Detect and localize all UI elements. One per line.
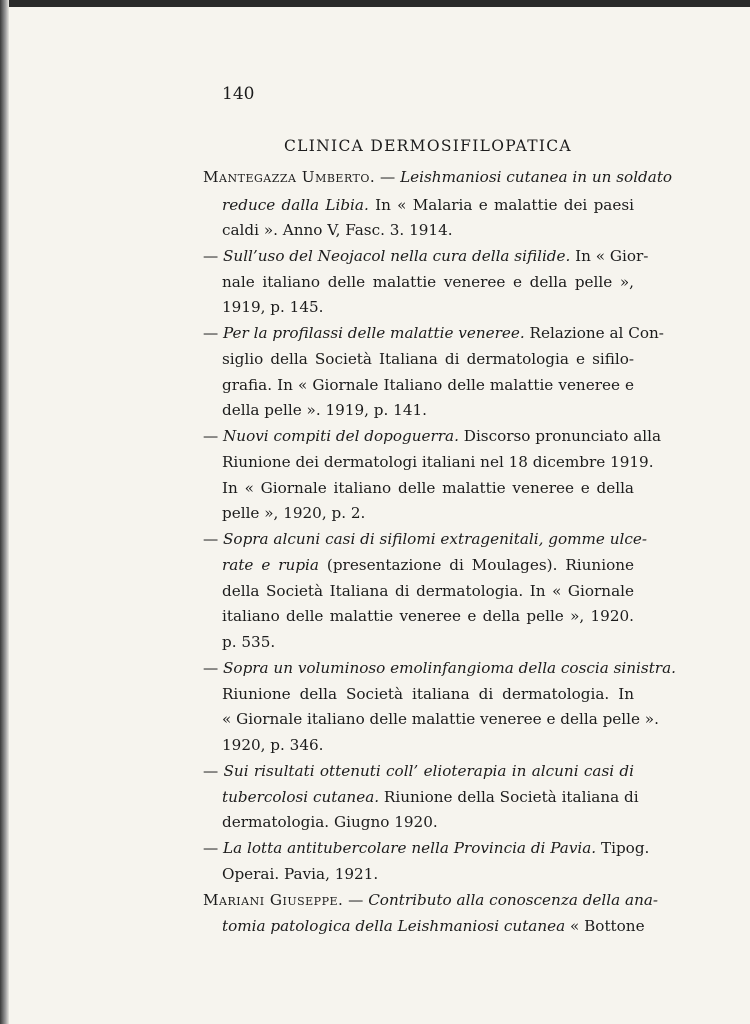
- line-segment: —: [343, 891, 369, 909]
- line-segment: In « Malaria e malattie dei paesi: [368, 196, 635, 214]
- text-line: [222, 478, 634, 498]
- work-title: rate e rupia: [222, 556, 319, 574]
- text-line: [222, 709, 659, 729]
- text-line: [222, 735, 324, 755]
- line-segment: nale italiano delle malattie veneree e della pelle »,: [222, 273, 634, 291]
- text-line: [222, 684, 634, 704]
- line-segment: Discorso pronunciato alla: [458, 427, 662, 445]
- line-segment: della Società Italiana di dermatologia. In « Giornale: [222, 582, 634, 600]
- text-line: [203, 838, 649, 858]
- work-title: Nuovi compiti del dopoguerra.: [223, 427, 459, 445]
- line-segment: —: [203, 427, 224, 445]
- page-top-rule: [0, 0, 750, 7]
- work-title: Contributo alla conoscenza della ana-: [368, 891, 659, 909]
- line-segment: pelle », 1920, p. 2.: [222, 504, 366, 522]
- line-segment: —: [203, 762, 224, 780]
- text-line: [222, 272, 634, 292]
- text-line: [222, 375, 634, 395]
- work-title: tubercolosi cutanea.: [222, 788, 380, 806]
- work-title: Sopra alcuni casi di sifilomi extragenitali, gomme ulce-: [223, 530, 648, 548]
- text-line: [222, 555, 634, 575]
- text-line: [222, 195, 634, 215]
- text-line: [203, 167, 672, 187]
- line-segment: (presentazione di Moulages). Riunione: [318, 556, 634, 574]
- work-title: tomia patologica della Leishmaniosi cutanea: [222, 917, 566, 935]
- line-segment: p. 535.: [222, 633, 276, 651]
- text-line: [222, 400, 427, 420]
- work-title: Sopra un voluminoso emolinfangioma della coscia sinistra.: [223, 659, 676, 677]
- line-segment: —: [203, 530, 224, 548]
- work-title: Sui risultati ottenuti coll’ elioterapia in alcuni casi di: [223, 762, 634, 780]
- scan-binding-edge: [0, 0, 9, 1024]
- text-line: [203, 890, 658, 910]
- line-segment: « Giornale italiano delle malattie veneree e della pelle ».: [222, 710, 659, 728]
- text-line: [222, 349, 634, 369]
- line-segment: 1919, p. 145.: [222, 298, 324, 316]
- line-segment: italiano delle malattie veneree e della pelle », 1920.: [222, 607, 634, 625]
- text-line: [203, 323, 664, 343]
- text-line: [203, 426, 661, 446]
- author-name: Mantegazza Umberto.: [203, 168, 376, 186]
- text-line: [203, 246, 648, 266]
- text-line: [203, 529, 647, 549]
- text-line: [222, 632, 275, 652]
- work-title: Sull’uso del Neojacol nella cura della sifilide.: [223, 247, 571, 265]
- line-segment: —: [203, 839, 224, 857]
- work-title: reduce dalla Libia.: [222, 196, 369, 214]
- line-segment: dermatologia. Giugno 1920.: [222, 813, 438, 831]
- line-segment: della pelle ». 1919, p. 141.: [222, 401, 427, 419]
- line-segment: In « Giornale italiano delle malattie veneree e della: [222, 479, 634, 497]
- line-segment: 1920, p. 346.: [222, 736, 324, 754]
- line-segment: —: [203, 659, 224, 677]
- text-line: [222, 787, 639, 807]
- line-segment: « Bottone: [565, 917, 645, 935]
- text-line: [222, 503, 365, 523]
- line-segment: Riunione dei dermatologi italiani nel 18 dicembre 1919.: [222, 453, 654, 471]
- text-line: [222, 452, 654, 472]
- line-segment: Riunione della Società italiana di: [379, 788, 639, 806]
- text-line: [222, 916, 645, 936]
- text-line: [222, 297, 324, 317]
- text-line: [203, 761, 634, 781]
- work-title: La lotta antitubercolare nella Provincia di Pavia.: [223, 839, 597, 857]
- line-segment: Tipog.: [596, 839, 650, 857]
- line-segment: —: [203, 247, 224, 265]
- text-line: [222, 606, 634, 626]
- line-segment: —: [203, 324, 224, 342]
- work-title: Per la profilassi delle malattie veneree.: [223, 324, 525, 342]
- page-number: 140: [222, 84, 255, 104]
- work-title: Leishmaniosi cutanea in un soldato: [400, 168, 673, 186]
- text-line: [222, 220, 453, 240]
- line-segment: Operai. Pavia, 1921.: [222, 865, 379, 883]
- text-line: [222, 812, 438, 832]
- line-segment: —: [375, 168, 401, 186]
- text-line: [203, 658, 676, 678]
- line-segment: Relazione al Con-: [524, 324, 664, 342]
- author-name: Mariani Giuseppe.: [203, 891, 344, 909]
- line-segment: In « Gior-: [570, 247, 649, 265]
- line-segment: grafia. In « Giornale Italiano delle malattie veneree e: [222, 376, 634, 394]
- line-segment: siglio della Società Italiana di dermatologia e sifilo-: [222, 350, 634, 368]
- text-line: [222, 864, 378, 884]
- text-line: [222, 581, 634, 601]
- running-head: CLINICA DERMOSIFILOPATICA: [284, 137, 572, 155]
- line-segment: caldi ». Anno V, Fasc. 3. 1914.: [222, 221, 453, 239]
- line-segment: Riunione della Società italiana di dermatologia. In: [222, 685, 634, 703]
